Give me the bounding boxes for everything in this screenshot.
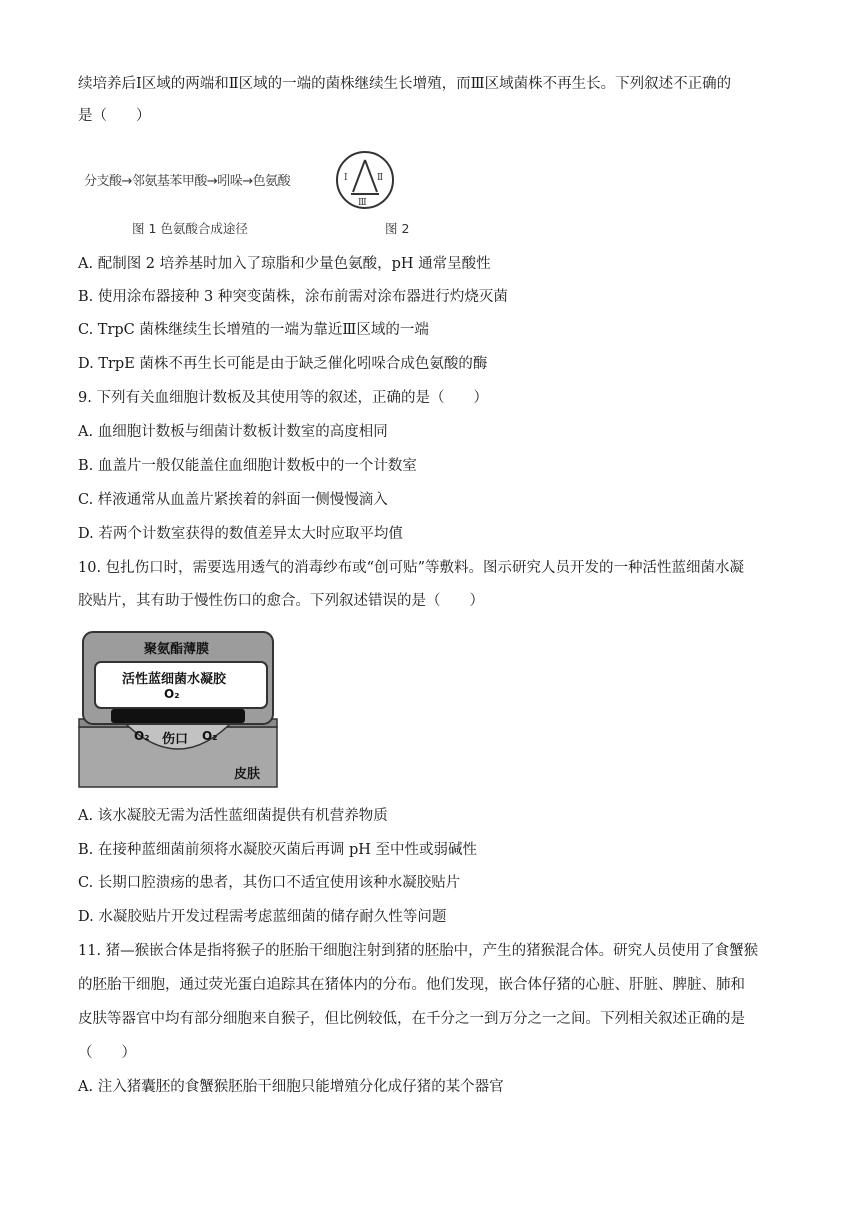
q8-option-a: A. 配制图 2 培养基时加入了琼脂和少量色氨酸，pH 通常呈酸性 xyxy=(78,256,491,272)
petri-dish-diagram xyxy=(329,150,401,216)
q8-option-c: C. TrpC 菌株继续生长增殖的一端为靠近Ⅲ区域的一端 xyxy=(78,322,429,338)
hydrogel-label: 活性蓝细菌水凝胶 xyxy=(122,672,227,687)
q8-stem-line-1: 续培养后Ⅰ区域的两端和Ⅱ区域的一端的菌株继续生长增殖，而Ⅲ区域菌株不再生长。下列叙述不正确的 xyxy=(78,76,732,92)
q10-option-b: B. 在接种蓝细菌前须将水凝胶灭菌后再调 pH 至中性或弱碱性 xyxy=(78,842,478,858)
q11-stem-line-1: 11. 猪—猴嵌合体是指将猴子的胚胎干细胞注射到猪的胚胎中，产生的猪猴混合体。研究人员使用了食蟹猴 xyxy=(78,943,759,959)
wound-label: 伤口 xyxy=(162,732,189,747)
figure1-caption: 图 1 色氨酸合成途径 xyxy=(132,221,248,236)
q11-stem-line-2: 的胚胎干细胞，通过荧光蛋白追踪其在猪体内的分布。他们发现，嵌合体仔猪的心脏、肝脏、脾脏、肺和 xyxy=(78,977,745,993)
q9-stem: 9. 下列有关血细胞计数板及其使用等的叙述，正确的是（ ） xyxy=(78,390,488,406)
polyurethane-film-label: 聚氨酯薄膜 xyxy=(144,642,210,657)
q10-option-c: C. 长期口腔溃疡的患者，其伤口不适宜使用该种水凝胶贴片 xyxy=(78,875,461,891)
q11-stem-line-3: 皮肤等器官中均有部分细胞来自猴子，但比例较低，在千分之一到万分之一之间。下列相关叙述正确的是 xyxy=(78,1011,745,1027)
q9-option-b: B. 血盖片一般仅能盖住血细胞计数板中的一个计数室 xyxy=(78,458,417,474)
q8-option-d: D. TrpE 菌株不再生长可能是由于缺乏催化吲哚合成色氨酸的酶 xyxy=(78,356,488,372)
q9-option-a: A. 血细胞计数板与细菌计数板计数室的高度相同 xyxy=(78,424,388,440)
q8-option-b: B. 使用涂布器接种 3 种突变菌株，涂布前需对涂布器进行灼烧灭菌 xyxy=(78,289,508,305)
region-1-label: Ⅰ xyxy=(344,173,348,183)
figure2-caption: 图 2 xyxy=(385,221,410,236)
q9-option-c: C. 样液通常从血盖片紧挨着的斜面一侧慢慢滴入 xyxy=(78,492,388,508)
oxygen-label-left: O₂ xyxy=(134,729,150,743)
synthesis-pathway: 分支酸→邻氨基苯甲酸→吲哚→色氨酸 xyxy=(84,174,291,189)
q10-option-a: A. 该水凝胶无需为活性蓝细菌提供有机营养物质 xyxy=(78,808,388,824)
q10-stem-line-1: 10. 包扎伤口时，需要选用透气的消毒纱布或“创可贴”等敷料。图示研究人员开发的一种活性蓝细菌水凝 xyxy=(78,560,744,576)
q10-stem-line-2: 胶贴片，其有助于慢性伤口的愈合。下列叙述错误的是（ ） xyxy=(78,593,484,609)
oxygen-label-right: O₂ xyxy=(202,729,218,743)
figure-tryptophan xyxy=(80,150,540,240)
q11-option-a: A. 注入猪囊胚的食蟹猴胚胎干细胞只能增殖分化成仔猪的某个器官 xyxy=(78,1079,504,1095)
skin-label: 皮肤 xyxy=(234,767,261,782)
q9-option-d: D. 若两个计数室获得的数值差异太大时应取平均值 xyxy=(78,526,403,542)
q11-stem-line-4: （ ） xyxy=(78,1045,136,1061)
hydrogel-patch-figure xyxy=(78,630,278,788)
region-2-label: Ⅱ xyxy=(377,173,384,183)
q8-stem-line-2: 是（ ） xyxy=(78,108,151,124)
region-3-label: Ⅲ xyxy=(358,198,367,208)
oxygen-label-top: O₂ xyxy=(164,687,180,701)
q10-option-d: D. 水凝胶贴片开发过程需考虑蓝细菌的储存耐久性等问题 xyxy=(78,909,447,925)
